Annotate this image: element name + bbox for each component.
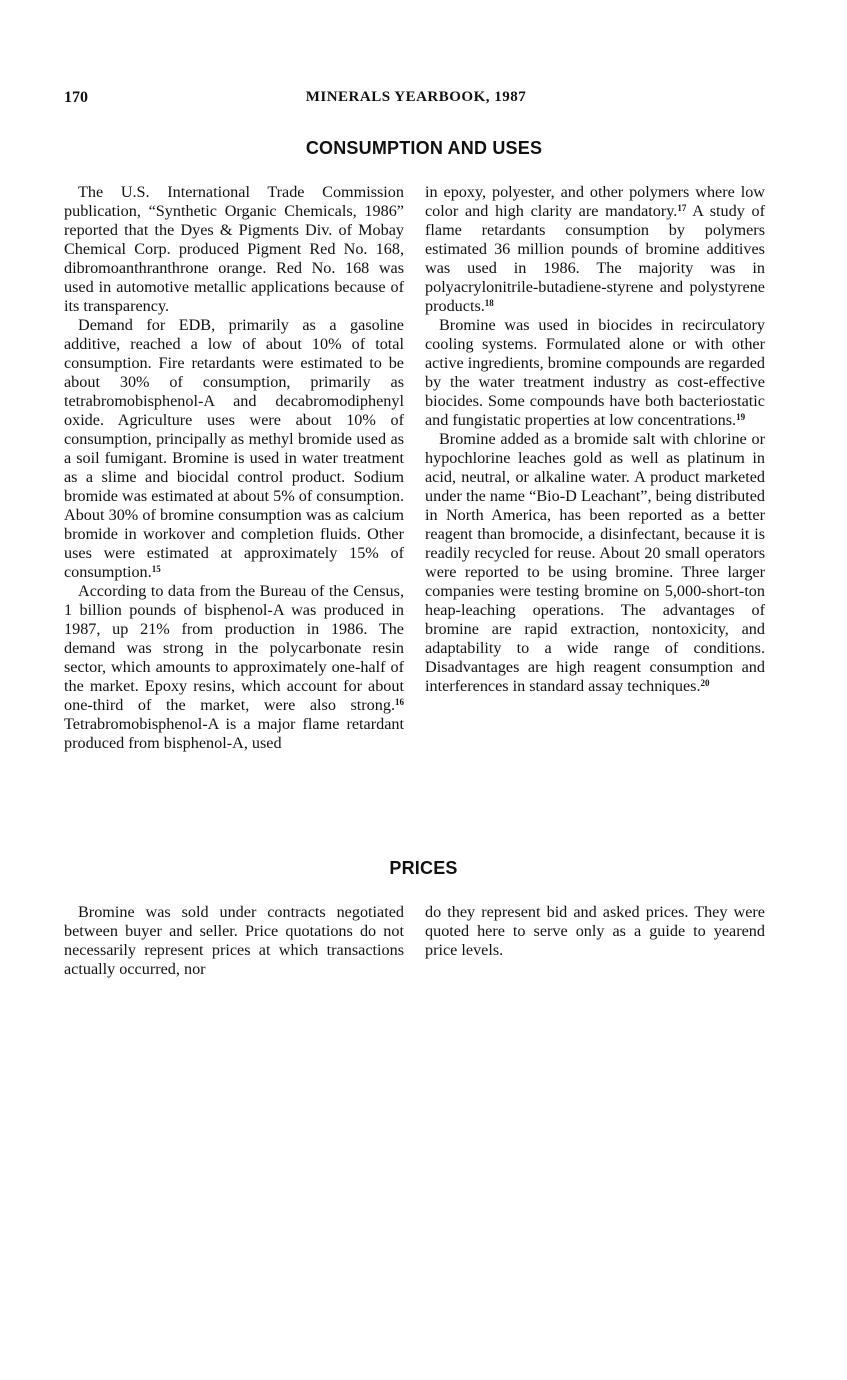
section-heading-prices: PRICES [389, 858, 458, 878]
paragraph-text: Tetrabromobisphenol-A is a major flame retardant produced from bisphenol-A, used [64, 715, 404, 752]
paragraph [64, 316, 404, 582]
paragraph-text: Demand for EDB, primarily as a gasoline additive, reached a low of about 10% of total consumption. Fire retardants were estimated to be about 30% of consumption, primarily as tetrabromobisphenol-A and decabromodiphenyl oxide. Agriculture uses were about 10% of consumption, principally as methyl bromide used as a soil fumigant. Bromine is used in water treatment as a slime and biocidal control product. Sodium bromide was estimated at about 5% of consumption. About 30% of bromine consumption was as calcium bromide in workover and completion fluids. Other uses were estimated at approximately 15% of consumption. [64, 316, 404, 581]
section-heading-consumption: CONSUMPTION AND USES [305, 138, 543, 158]
footnote-ref: 15 [151, 564, 161, 574]
footnote-ref: 19 [736, 412, 746, 422]
paragraph: do they represent bid and asked prices. They were quoted here to serve only as a guide to yearend price levels. [425, 903, 765, 959]
consumption-right-column [425, 183, 765, 696]
paragraph [425, 430, 765, 696]
prices-left-column [64, 903, 404, 979]
prices-right-column [425, 903, 765, 960]
page-number: 170 [64, 89, 88, 106]
paragraph-text: A study of flame retardants consumption by polymers estimated 36 million pounds of bromine additives was used in 1986. The majority was in polyacrylonitrile-butadiene-styrene and polystyrene products. [425, 202, 766, 315]
consumption-left-column [64, 183, 404, 753]
footnote-ref: 20 [700, 678, 710, 688]
running-title: MINERALS YEARBOOK, 1987 [305, 89, 527, 105]
paragraph-text: According to data from the Bureau of the Census, 1 billion pounds of bisphenol-A was produced in 1987, up 21% from production in 1986. The demand was strong in the polycarbonate resin sector, which amounts to approximately one-half of the market. Epoxy resins, which account for about one-third of the market, were also strong. [64, 582, 404, 714]
paragraph: Bromine was sold under contracts negotiated between buyer and seller. Price quotations do not necessarily represent prices at which transactions actually occurred, nor [64, 903, 404, 978]
paragraph-text: Bromine was used in biocides in recirculatory cooling systems. Formulated alone or with other active ingredients, bromine compounds are regarded by the water treatment industry as cost-effective biocides. Some compounds have both bacteriostatic and fungistatic properties at low concentrations. [425, 316, 765, 429]
page-header [64, 89, 768, 111]
footnote-ref: 16 [395, 697, 404, 707]
paragraph-text: Bromine added as a bromide salt with chlorine or hypochlorine leaches gold as well as platinum in acid, neutral, or alkaline water. A product marketed under the name “Bio-D Leachant”, being distributed in North America, has been reported as a better reagent than bromocide, a disinfectant, because it is readily recycled for reuse. About 20 small operators were reported to be using bromine. Three larger companies were testing bromine on 5,000-short-ton heap-leaching operations. The advantages of bromine are rapid extraction, nontoxicity, and adaptability to a wide range of conditions. Disadvantages are high reagent consumption and interferences in standard assay techniques. [425, 430, 765, 695]
paragraph [425, 316, 765, 430]
paragraph [64, 582, 404, 753]
paragraph-text: in epoxy, polyester, and other polymers where low color and high clarity are mandatory. [425, 183, 765, 220]
footnote-ref: 18 [484, 298, 494, 308]
footnote-ref: 17 [677, 203, 687, 213]
paragraph: The U.S. International Trade Commission publication, “Synthetic Organic Chemicals, 1986” reported that the Dyes & Pigments Div. of Mobay Chemical Corp. produced Pigment Red No. 168, dibromoanthranthrone orange. Red No. 168 was used in automotive metallic applications because of its transparency. [64, 183, 404, 315]
paragraph [425, 183, 765, 316]
